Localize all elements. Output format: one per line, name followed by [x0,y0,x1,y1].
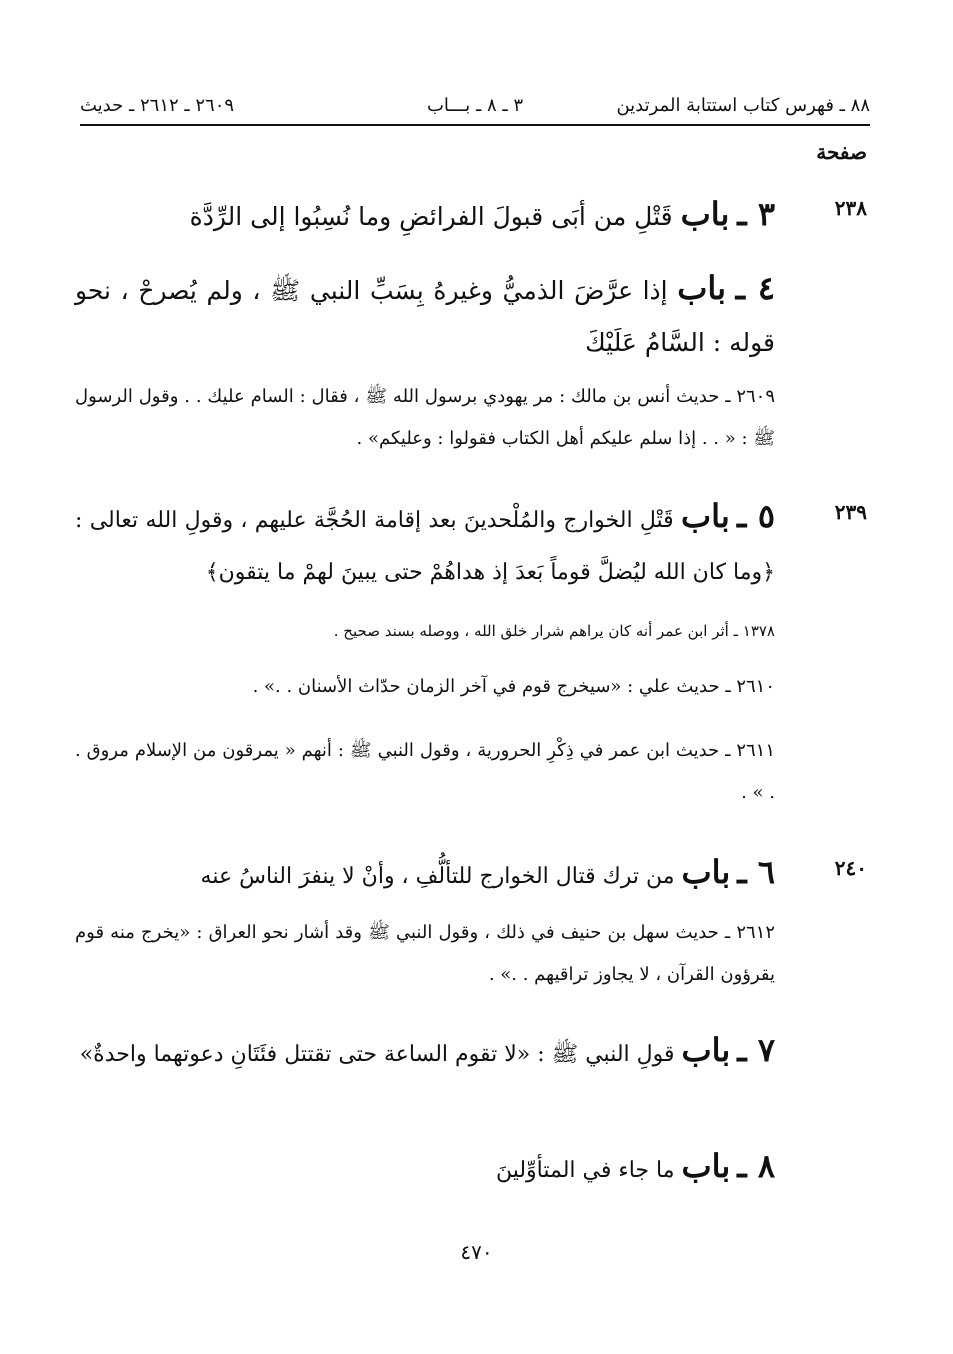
bab-word: باب [680,195,730,233]
header-chapter-range: ٣ ـ ٨ ـ بـــاب [426,94,524,116]
bab-word: باب [680,497,730,535]
bab-number: ٣ ـ [737,195,775,233]
bab-number: ٥ ـ [737,497,775,535]
header-book-title: ٨٨ ـ فهرس كتاب استتابة المرتدين [616,94,870,116]
bab-title: قولِ النبي ﷺ : «لا تقوم الساعة حتى تقتتل فئَتَانِ دعوتهما واحدةٌ» [79,1042,675,1067]
bab-number: ٧ ـ [737,1031,775,1069]
hadith-2611: ٢٦١١ ـ حديث ابن عمر في ذِكْرِ الحرورية ، وقول النبي ﷺ : أنهم « يمرقون من الإسلام مروق . . » . [75,740,775,803]
page-number-240: ٢٤٠ [834,856,867,880]
bab-word: باب [681,1031,731,1069]
header-divider [80,124,870,126]
page-number-239: ٢٣٩ [834,500,867,524]
hadith-2610: ٢٦١٠ ـ حديث علي : «سيخرج قوم في آخر الزمان حدّاث الأسنان . .» . [252,676,775,697]
bab-word: باب [677,269,727,307]
athar-1378: ١٣٧٨ ـ أثر ابن عمر أنه كان يراهم شرار خلق الله ، ووصله بسند صحيح . [333,622,775,640]
bab-number: ٨ ـ [737,1147,775,1185]
bab-word: باب [681,853,731,891]
bab-title: قَتْلِ الخوارج والمُلْحدينَ بعد إقامة الحُجَّة عليهم ، وقولِ الله تعالى : ﴿وما كان الله ليُضلَّ قوماً بَعدَ إذ هداهُمْ حتى يبينَ لهمْ ما يتقون﴾ [75,508,775,585]
page-column-label: صفحة [816,140,867,164]
hadith-2609: ٢٦٠٩ ـ حديث أنس بن مالك : مر يهودي برسول الله ﷺ ، فقال : السام عليك . . وقول الرسول ﷺ : « . . إذا سلم عليكم أهل الكتاب فقولوا : وعليكم» . [75,386,775,449]
hadith-2612: ٢٦١٢ ـ حديث سهل بن حنيف في ذلك ، وقول النبي ﷺ وقد أشار نحو العراق : «يخرج منه قوم يقرؤون القرآن ، لا يجاوز تراقيهم . .» . [75,922,775,985]
bab-7 [75,1024,775,1081]
bab-title: ما جاء في المتأوِّلينَ [495,1158,675,1183]
bab-word: باب [681,1147,731,1185]
page-number-238: ٢٣٨ [834,196,867,220]
page-footer-number: ٤٧٠ [460,1240,493,1264]
bab-6 [75,846,775,903]
bab-4 [75,262,775,369]
bab-3 [170,188,775,243]
bab-8 [75,1140,775,1197]
bab-number: ٤ ـ [735,269,775,307]
bab-number: ٦ ـ [737,853,775,891]
bab-title: إذا عرَّضَ الذميُّ وغيرهُ بِسَبِّ النبي ﷺ ، ولم يُصرحْ ، نحو قوله : السَّامُ عَلَيْكَ [75,276,775,357]
bab-title: من ترك قتال الخوارج للتألُّفِ ، وأنْ لا ينفرَ الناسُ عنه [200,864,675,889]
running-header [80,90,870,120]
bab-5 [75,490,775,599]
header-hadith-range: ٢٦٠٩ ـ ٢٦١٢ ـ حديث [80,94,235,116]
bab-title: قَتْلِ من أبَى قبولَ الفرائضِ وما نُسِبُوا إلى الرِّدَّة [189,202,673,231]
